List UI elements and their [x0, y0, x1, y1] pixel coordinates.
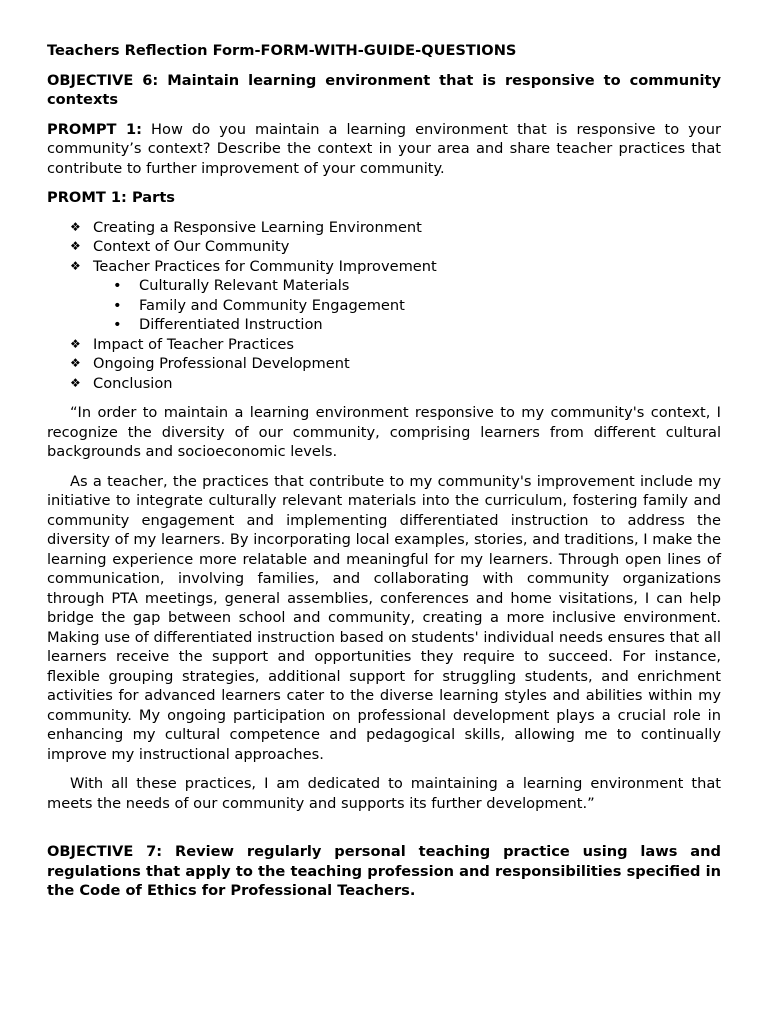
list-item: • Differentiated Instruction [113, 316, 323, 333]
prompt-1-question [47, 120, 721, 179]
parts-list [47, 218, 721, 394]
answer-paragraph-1: “In order to maintain a learning environment responsive to my community's context, I recognize the diversity of our community, comprising learners from different cultural backgrounds and socioeconomic levels. [47, 404, 721, 460]
diamond-bullet-icon: ❖ [70, 375, 81, 390]
diamond-bullet-icon: ❖ [70, 219, 81, 234]
parts-heading: PROMT 1: Parts [47, 189, 175, 206]
objective-7-heading: OBJECTIVE 7: Review regularly personal teaching practice using laws and regulations that apply to the teaching profession and responsibilities specified in the Code of Ethics for Professional Teachers. [47, 843, 721, 899]
list-item: • Family and Community Engagement [113, 296, 405, 314]
list-item: ❖ Conclusion [70, 374, 173, 392]
diamond-bullet-icon: ❖ [70, 356, 81, 370]
subparts-list [93, 276, 721, 335]
section-spacer [47, 813, 721, 842]
diamond-bullet-icon: ❖ [70, 336, 81, 351]
bullet-icon: • [113, 296, 122, 314]
list-item: ❖ Teacher Practices for Community Improvement • Culturally Relevant Materials • Family and Community Engagement • Differentiated Instruction [47, 257, 721, 335]
bullet-icon: • [113, 316, 122, 333]
answer-paragraph-2: As a teacher, the practices that contribute to my community's improvement include my initiative to integrate culturally relevant materials into the curriculum, fostering family and community engagement and implementing differentiated instruction to address the diversity of my learners. By incorporating local examples, stories, and traditions, I make the learning experience more relatable and meaningful for my learners. Through open lines of communication, involving families, and collaborating with community organizations through PTA meetings, general assemblies, conferences and home visitations, I can help bridge the gap between school and community, creating a more inclusive environment. Making use of differentiated instruction based on students' individual needs ensures that all learners receive the support and opportunities they require to succeed. For instance, flexible grouping strategies, additional support for struggling students, and enrichment activities for advanced learners cater to the diverse learning styles and abilities within my community. My ongoing participation on professional development plays a crucial role in enhancing my cultural competence and pedagogical skills, allowing me to continually improve my instructional approaches. [47, 472, 721, 763]
document-title: Teachers Reflection Form-FORM-WITH-GUIDE-QUESTIONS [47, 42, 517, 59]
list-item: ❖ Ongoing Professional Development [70, 355, 350, 372]
diamond-bullet-icon: ❖ [70, 258, 81, 273]
objective-6-heading: OBJECTIVE 6: Maintain learning environment that is responsive to community contexts [47, 71, 721, 108]
list-item: • Culturally Relevant Materials [113, 277, 350, 294]
list-item: ❖ Impact of Teacher Practices [70, 335, 294, 353]
list-item: ❖ Context of Our Community [70, 238, 290, 255]
answer-paragraph-3: With all these practices, I am dedicated to maintaining a learning environment that meets the needs of our community and supports its further development.” [47, 775, 721, 812]
prompt-1-text: How do you maintain a learning environment that is responsive to your community’s context? Describe the context in your area and share teacher practices that contribute to further improvement of your community. [47, 120, 721, 177]
prompt-1-label: PROMPT 1: [47, 120, 142, 138]
diamond-bullet-icon: ❖ [70, 239, 81, 253]
bullet-icon: • [113, 277, 122, 294]
list-item: ❖ Creating a Responsive Learning Environment [70, 218, 422, 236]
